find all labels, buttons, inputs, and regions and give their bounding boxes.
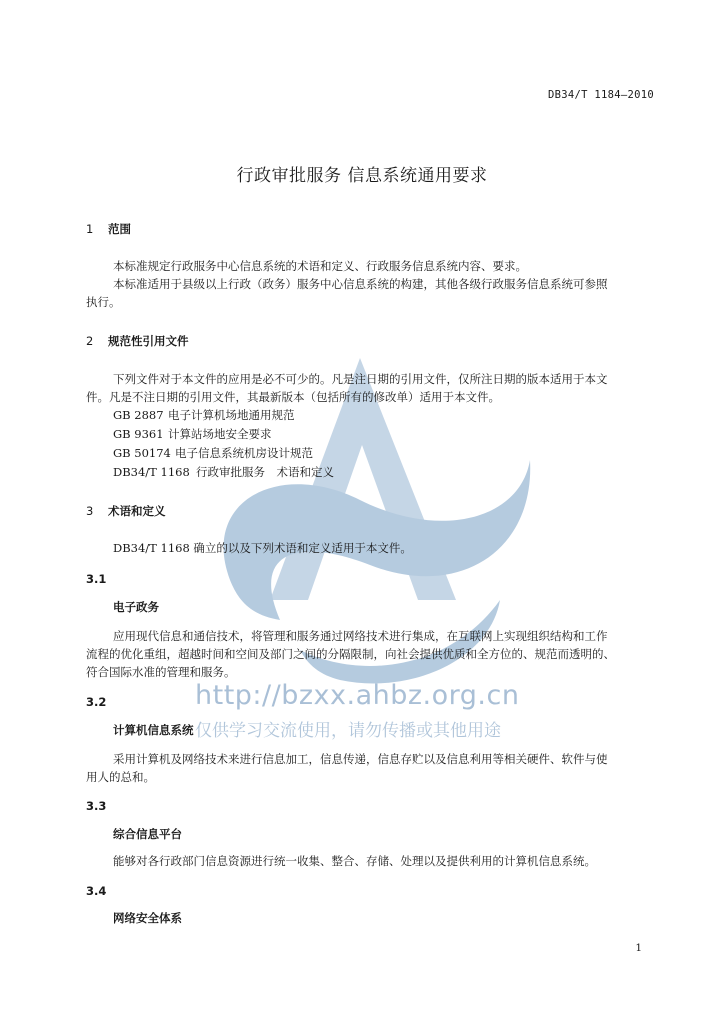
reference-code: DB34/T 1168	[113, 465, 190, 479]
reference-name: 电子计算机场地通用规范	[168, 408, 295, 422]
reference-name: 行政审批服务 术语和定义	[196, 465, 334, 479]
reference-code: GB 2887	[113, 408, 164, 422]
watermark-note: 仅供学习交流使用，请勿传播或其他用途	[195, 721, 501, 741]
term-title: 网络安全体系	[113, 911, 182, 925]
definition-line: 采用计算机及网络技术来进行信息加工，信息传递，信息存贮以及信息利用等相关硬件、软件与使	[113, 752, 608, 766]
section-title: 规范性引用文件	[108, 334, 189, 348]
section-1-heading	[86, 221, 131, 237]
reference-name: 电子信息系统机房设计规范	[175, 446, 313, 460]
section-number: 1	[86, 222, 94, 236]
reference-item	[113, 407, 295, 423]
paragraph: DB34/T 1168 确立的以及下列术语和定义适用于本文件。	[113, 541, 412, 555]
paragraph: 本标准规定行政服务中心信息系统的术语和定义、行政服务信息系统内容、要求。	[113, 259, 527, 273]
reference-name: 计算站场地安全要求	[168, 427, 272, 441]
section-number: 2	[86, 334, 94, 348]
paragraph: 本标准适用于县级以上行政（政务）服务中心信息系统的构建，其他各级行政服务信息系统可参照	[113, 277, 608, 291]
reference-code: GB 9361	[113, 427, 164, 441]
definition-line: 应用现代信息和通信技术，将管理和服务通过网络技术进行集成，在互联网上实现组织结构和工作	[113, 629, 608, 643]
paragraph-continuation: 执行。	[86, 295, 121, 309]
document-title: 行政审批服务 信息系统通用要求	[236, 166, 488, 186]
clause-number: 3.3	[86, 799, 107, 813]
paragraph: 下列文件对于本文件的应用是必不可少的。凡是注日期的引用文件，仅所注日期的版本适用于本文	[113, 372, 608, 386]
section-title: 范围	[108, 222, 131, 236]
reference-code: GB 50174	[113, 446, 171, 460]
section-title: 术语和定义	[108, 504, 166, 518]
reference-item	[113, 426, 272, 442]
definition-line: 能够对各行政部门信息资源进行统一收集、整合、存储、处理以及提供利用的计算机信息系统。	[113, 854, 596, 868]
reference-item	[113, 464, 334, 480]
page-number: 1	[635, 942, 642, 954]
section-number: 3	[86, 504, 94, 518]
section-3-heading	[86, 503, 166, 519]
term-title: 计算机信息系统	[113, 723, 194, 737]
section-2-heading	[86, 333, 189, 349]
definition-line: 流程的优化重组，超越时间和空间及部门之间的分隔限制，向社会提供优质和全方位的、规范而透明的、	[86, 647, 615, 661]
clause-number: 3.4	[86, 884, 107, 898]
clause-number: 3.2	[86, 695, 107, 709]
paragraph-continuation: 件。凡是不注日期的引用文件，其最新版本（包括所有的修改单）适用于本文件。	[86, 390, 500, 404]
reference-item	[113, 445, 313, 461]
clause-number: 3.1	[86, 572, 107, 586]
standard-number: DB34/T 1184—2010	[548, 89, 654, 101]
watermark-url: http://bzxx.ahbz.org.cn	[195, 680, 520, 711]
definition-line: 用人的总和。	[86, 770, 155, 784]
definition-line: 符合国际水准的管理和服务。	[86, 665, 236, 679]
term-title: 电子政务	[113, 600, 159, 614]
term-title: 综合信息平台	[113, 827, 182, 841]
